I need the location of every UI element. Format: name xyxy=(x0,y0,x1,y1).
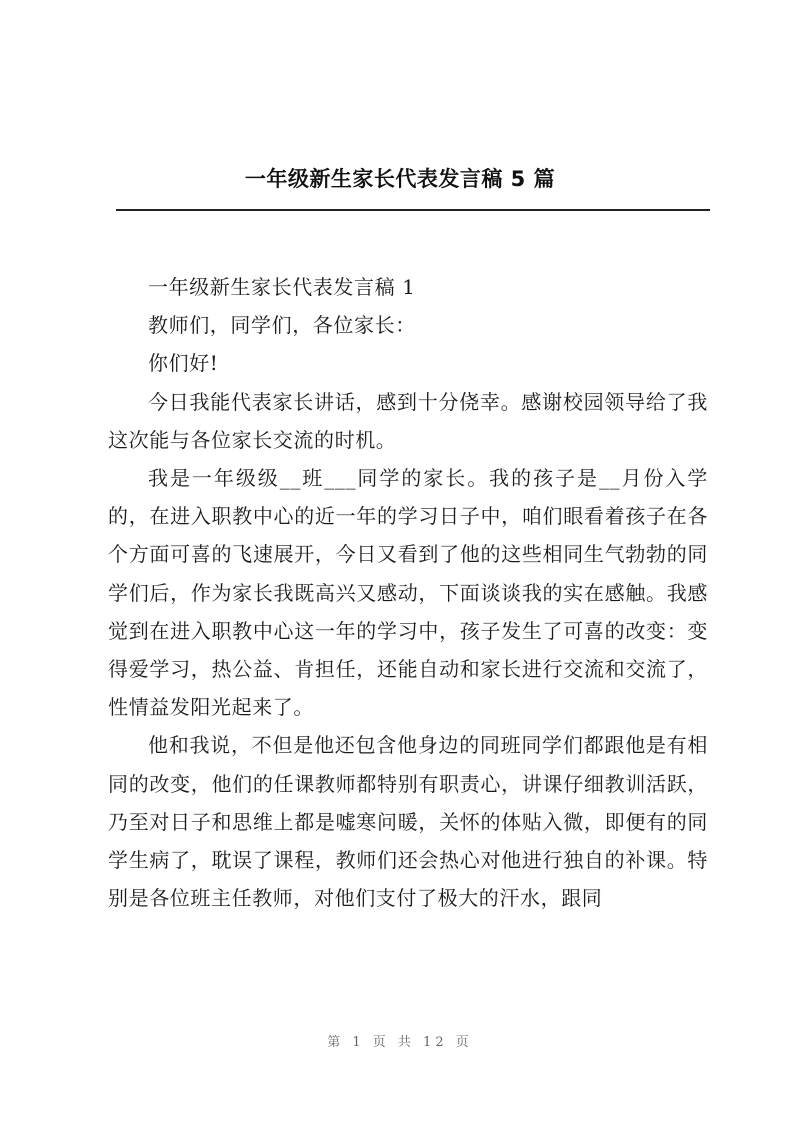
paragraph: 今日我能代表家长讲话，感到十分侥幸。感谢校园领导给了我这次能与各位家长交流的时机。 xyxy=(108,389,708,452)
document-body xyxy=(108,268,708,917)
greeting: 你们好! xyxy=(148,351,219,376)
page-footer: 第 1 页 共 12 页 xyxy=(327,1035,473,1050)
section-heading: 一年级新生家长代表发言稿 1 xyxy=(148,275,416,299)
title-underline xyxy=(116,209,710,211)
paragraph: 我是一年级级__班___同学的家长。我的孩子是__月份入学的，在进入职教中心的近一年的学习日子中，咱们眼看着孩子在各个方面可喜的飞速展开，今日又看到了他的这些相同生气勃勃的同学们后，作为家长我既高兴又感动，下面谈谈我的实在感触。我感觉到在进入职教中心这一年的学习中，孩子发生了可喜的改变：变得爱学习，热公益、肯担任，还能自动和家长进行交流和交流了，性情益发阳光起来了。 xyxy=(108,466,708,720)
paragraph: 他和我说，不但是他还包含他身边的同班同学们都跟他是有相同的改变，他们的任课教师都特别有职责心，讲课仔细教训活跃，乃至对日子和思维上都是嘘寒问暖，关怀的体贴入微，即便有的同学生病了，耽误了课程，教师们还会热心对他进行独自的补课。特别是各位班主任教师，对他们支付了极大的汗水，跟同 xyxy=(108,733,708,911)
document-title: 一年级新生家长代表发言稿 5 篇 xyxy=(244,167,556,191)
salutation: 教师们，同学们，各位家长： xyxy=(148,313,416,338)
